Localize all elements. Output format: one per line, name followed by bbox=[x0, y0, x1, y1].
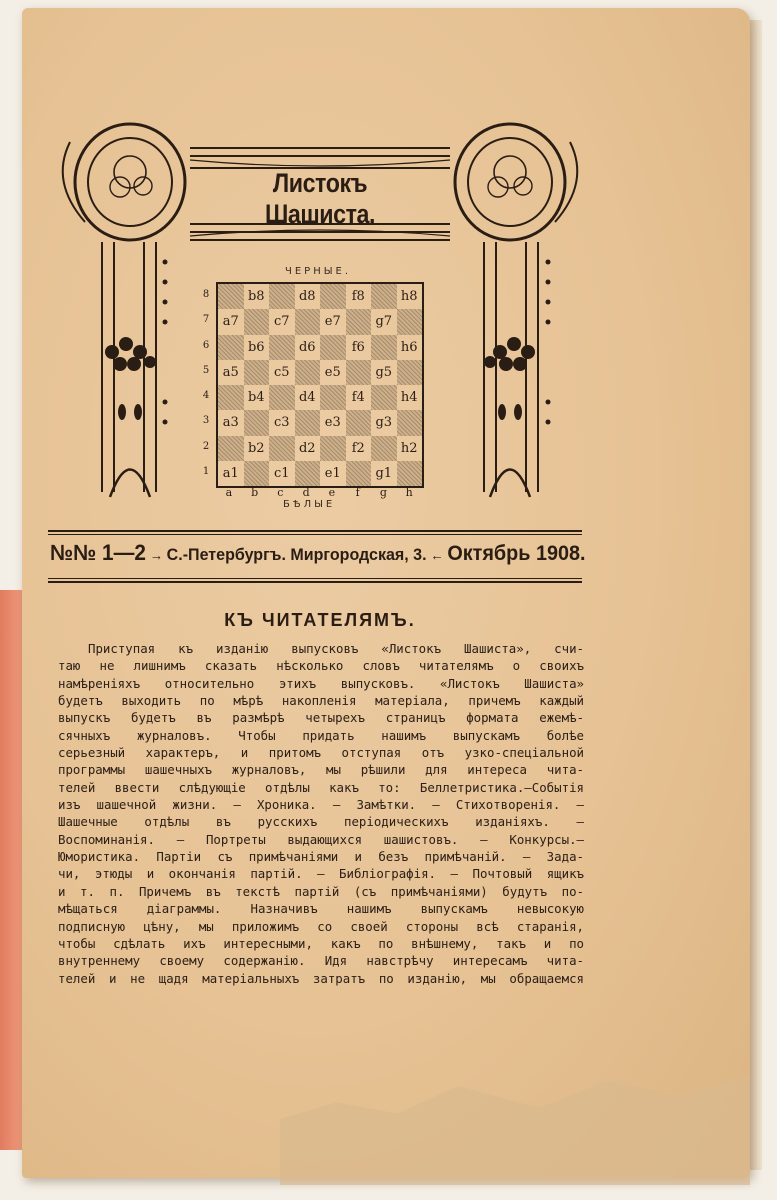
board-square bbox=[244, 410, 270, 435]
file-label: e bbox=[328, 486, 336, 499]
file-labels bbox=[216, 486, 422, 499]
board-square: h8 bbox=[400, 289, 418, 305]
article-line: намѣреніяхъ относительно этихъ выпусковъ. «Листокъ Шашиста» bbox=[58, 675, 584, 691]
board-square: b4 bbox=[247, 390, 265, 406]
arrow-right-icon: → bbox=[149, 547, 163, 563]
board-square bbox=[320, 335, 346, 360]
article-line: мѣщаться діаграммы. Назначивъ нашимъ выпускамъ невысокую bbox=[58, 901, 584, 917]
board-square: a3 bbox=[222, 415, 239, 431]
article-line: сячныхъ журналовъ. Чтобы придать нашимъ выпускамъ болѣе bbox=[58, 727, 584, 743]
board-square: b6 bbox=[247, 339, 265, 355]
board-square: c3 bbox=[273, 415, 290, 431]
issue-place: С.-Петербургъ. Миргородская, 3. bbox=[166, 545, 427, 564]
rank-label: 7 bbox=[202, 314, 210, 326]
board-square: f8 bbox=[351, 289, 365, 305]
board-square: c5 bbox=[273, 364, 290, 380]
file-label: d bbox=[302, 486, 310, 499]
board-square: g5 bbox=[375, 364, 393, 380]
rank-label: 4 bbox=[202, 390, 210, 402]
rank-labels bbox=[200, 282, 212, 484]
article-body bbox=[58, 640, 584, 987]
board-square bbox=[346, 360, 372, 385]
article-line: Юмористика. Партіи съ примѣчаніями и безъ примѣчаній. — Зада- bbox=[58, 849, 584, 865]
issue-number: №№ 1—2 bbox=[50, 540, 146, 565]
white-side-label: БѢЛЫЕ bbox=[283, 499, 336, 510]
file-label: f bbox=[355, 486, 360, 499]
rank-label: 3 bbox=[202, 415, 210, 427]
article-line: телей и не щадя матеріальныхъ затратъ по изданію, мы обращаемся bbox=[58, 970, 584, 986]
article-line: телей ввести слѣдующіе отдѣлы какъ то: Беллетристика.—Событія bbox=[58, 779, 584, 795]
board-square bbox=[269, 385, 295, 410]
article-line: таю не лишнимъ сказать нѣсколько словъ читателямъ о своихъ bbox=[58, 658, 584, 674]
article-line: изъ шашечной жизни. — Хроника. — Замѣтки. — Стихотворенія. — bbox=[58, 797, 584, 813]
board-square: h6 bbox=[400, 339, 418, 355]
file-label: c bbox=[277, 486, 284, 499]
board-square: h2 bbox=[400, 440, 418, 456]
board-square bbox=[218, 436, 244, 461]
masthead-title: Листокъ Шашиста. bbox=[264, 168, 376, 229]
board-square bbox=[397, 461, 423, 486]
board-square bbox=[295, 360, 321, 385]
article-line: внутреннему своему содержанію. Идя навстрѣчу интересамъ чита- bbox=[58, 953, 584, 969]
board-square bbox=[244, 360, 270, 385]
article-line: чи, этюды и окончанія партій. — Библіографія. — Почтовый ящикъ bbox=[58, 866, 584, 882]
file-label: a bbox=[225, 486, 233, 499]
board-square bbox=[269, 284, 295, 309]
board-square: a5 bbox=[222, 364, 239, 380]
board-square: b8 bbox=[247, 289, 265, 305]
board-square: a1 bbox=[222, 465, 239, 481]
board-square bbox=[269, 436, 295, 461]
board-square: c7 bbox=[273, 314, 290, 330]
checkers-board-diagram bbox=[216, 282, 424, 488]
article-line: Шашечные отдѣлы въ русскихъ періодическихъ изданіяхъ. — bbox=[58, 814, 584, 830]
rank-label: 5 bbox=[202, 364, 210, 376]
board-square bbox=[346, 309, 372, 334]
board-square: g7 bbox=[375, 314, 393, 330]
board-square bbox=[320, 385, 346, 410]
rank-label: 2 bbox=[202, 440, 210, 452]
board-square: e7 bbox=[324, 314, 341, 330]
board-square bbox=[295, 410, 321, 435]
article-line: и т. п. Причемъ въ текстѣ партій (съ примѣчаніями) будутъ по- bbox=[58, 883, 584, 899]
article-line: чтобы сдѣлать ихъ интересными, какъ по внѣшнему, такъ и по bbox=[58, 935, 584, 951]
rule-top-thin bbox=[48, 534, 582, 535]
board-square bbox=[295, 309, 321, 334]
article-line: будетъ выходить по мѣрѣ накопленія матеріала, причемъ каждый bbox=[58, 693, 584, 709]
board-square: c1 bbox=[273, 465, 290, 481]
board-square bbox=[371, 385, 397, 410]
board-square bbox=[218, 284, 244, 309]
board-square: d2 bbox=[298, 440, 316, 456]
article-heading: КЪ ЧИТАТЕЛЯМЪ. bbox=[224, 610, 416, 630]
board-square: f2 bbox=[351, 440, 365, 456]
article-line: выпускъ будетъ въ размѣрѣ четырехъ страницъ формата ежемѣ- bbox=[58, 710, 584, 726]
file-label: h bbox=[405, 486, 413, 499]
board-square bbox=[269, 335, 295, 360]
article-line: программы шашечныхъ журналовъ, мы рѣшили для интереса чита- bbox=[58, 762, 584, 778]
board-square bbox=[397, 309, 423, 334]
issue-date: Октябрь 1908. bbox=[447, 542, 586, 565]
rank-label: 8 bbox=[202, 289, 210, 301]
board-square bbox=[397, 360, 423, 385]
file-label: b bbox=[251, 486, 259, 499]
rule-top bbox=[48, 530, 582, 532]
black-side-label: ЧЕРНЫЕ. bbox=[285, 266, 352, 277]
board-square: b2 bbox=[247, 440, 265, 456]
board-square: d8 bbox=[298, 289, 316, 305]
board-square: e5 bbox=[324, 364, 341, 380]
article-line: Приступая къ изданію выпусковъ «Листокъ Шашиста», счи- bbox=[88, 641, 584, 656]
article-line: серьезный характеръ, и притомъ отступая отъ узко-спеціальной bbox=[58, 745, 584, 761]
board-square bbox=[218, 335, 244, 360]
rule-bottom bbox=[48, 581, 582, 583]
rule-bottom-thin bbox=[48, 578, 582, 579]
board-square bbox=[218, 385, 244, 410]
board-square: a7 bbox=[222, 314, 239, 330]
board-square bbox=[244, 309, 270, 334]
board-square bbox=[371, 436, 397, 461]
board-square bbox=[320, 436, 346, 461]
rank-label: 1 bbox=[202, 465, 210, 477]
article-line: Воспоминанія. — Портреты выдающихся шашистовъ. — Конкурсы.— bbox=[58, 831, 584, 847]
article-line: подписную цѣну, мы приложимъ со своей стороны всѣ старанія, bbox=[58, 918, 584, 934]
board-square: f6 bbox=[351, 339, 365, 355]
file-label: g bbox=[379, 486, 387, 499]
board-square bbox=[320, 284, 346, 309]
board-square: g1 bbox=[375, 465, 393, 481]
board-square: e3 bbox=[324, 415, 341, 431]
board-square: d6 bbox=[298, 339, 316, 355]
board-square bbox=[346, 410, 372, 435]
board-square: g3 bbox=[375, 415, 393, 431]
board-square bbox=[346, 461, 372, 486]
board-square bbox=[397, 410, 423, 435]
board-square bbox=[371, 284, 397, 309]
rank-label: 6 bbox=[202, 339, 210, 351]
board-square: h4 bbox=[400, 390, 418, 406]
arrow-left-icon: ← bbox=[430, 547, 444, 563]
board-square: f4 bbox=[351, 390, 365, 406]
board-square: e1 bbox=[324, 465, 341, 481]
board-square bbox=[371, 335, 397, 360]
board-square bbox=[295, 461, 321, 486]
issue-line bbox=[50, 540, 586, 572]
board-square bbox=[244, 461, 270, 486]
board-square: d4 bbox=[298, 390, 316, 406]
